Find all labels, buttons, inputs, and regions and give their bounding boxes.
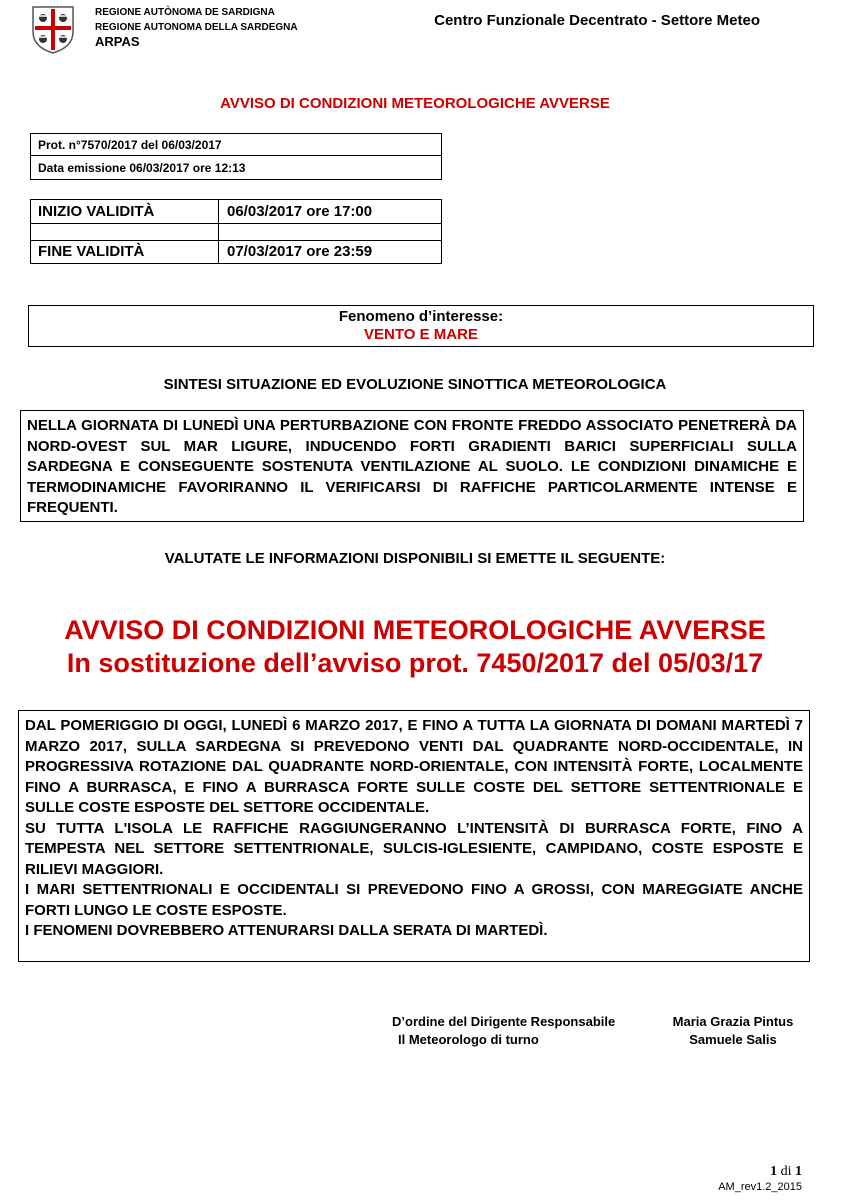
protocol-number: Prot. n°7570/2017 del 06/03/2017 <box>31 134 441 156</box>
validity-end-row <box>31 241 441 263</box>
org-name-italian: REGIONE AUTONOMA DELLA SARDEGNA <box>95 22 298 33</box>
warning-replacement-note: In sostituzione dell’avviso prot. 7450/2017 del 05/03/17 <box>66 648 764 678</box>
synthesis-text: NELLA GIORNATA DI LUNEDÌ UNA PERTURBAZIONE CON FRONTE FREDDO ASSOCIATO PENETRERÀ DA NORD-OVEST SUL MAR LIGURE, INDUCENDO FORTI GRADIENTI BARICI SUPERFICIALI SULLA SARDEGNA E CONSEGUENTE SOSTENUTA VENTILAZIONE AL SUOLO. LE CONDIZIONI DINAMICHE E TERMODINAMICHE FAVORIRANNO IL VERIFICARSI DI RAFFICHE PARTICOLARMENTE INTENSE E FREQUENTI. <box>27 417 797 516</box>
warning-paragraph: I MARI SETTENTRIONALI E OCCIDENTALI SI PREVEDONO FINO A GROSSI, CON MAREGGIATE ANCHE FORTI LUNGO LE COSTE ESPOSTE. <box>25 881 803 919</box>
phenomenon-box <box>28 305 814 347</box>
validity-start-value: 06/03/2017 ore 17:00 <box>227 203 373 220</box>
validity-table <box>30 199 442 264</box>
revision-code: AM_rev1.2_2015 <box>718 1181 802 1193</box>
center-name: Centro Funzionale Decentrato - Settore Meteo <box>434 12 760 29</box>
signature-name-director: Maria Grazia Pintus <box>672 1014 794 1029</box>
document-title: AVVISO DI CONDIZIONI METEOROLOGICHE AVVERSE <box>220 95 610 112</box>
warning-box <box>18 710 810 962</box>
phenomenon-label: Fenomeno d’interesse: <box>338 308 504 325</box>
evaluation-statement: VALUTATE LE INFORMAZIONI DISPONIBILI SI EMETTE IL SEGUENTE: <box>164 550 666 567</box>
org-name-sardinian: REGIONE AUTÒNOMA DE SARDIGNA <box>95 7 275 18</box>
signature-role-meteorologist: Il Meteorologo di turno <box>398 1032 539 1047</box>
signature-roles <box>392 1013 615 1049</box>
page-separator: di <box>777 1164 795 1179</box>
emission-date: Data emissione 06/03/2017 ore 12:13 <box>38 161 246 175</box>
protocol-box <box>30 133 442 180</box>
page-number <box>600 1164 802 1180</box>
page-total: 1 <box>795 1164 802 1179</box>
sardinia-crest-icon <box>30 4 76 54</box>
warning-title-line1: AVVISO DI CONDIZIONI METEOROLOGICHE AVVERSE <box>64 615 766 645</box>
warning-title <box>0 614 830 680</box>
signature-name-meteorologist: Samuele Salis <box>689 1032 777 1047</box>
validity-spacer-row <box>31 224 441 241</box>
warning-paragraph: DAL POMERIGGIO DI OGGI, LUNEDÌ 6 MARZO 2017, E FINO A TUTTA LA GIORNATA DI DOMANI MARTEDÌ 7 MARZO 2017, SULLA SARDEGNA SI PREVEDONO VENTI DAL QUADRANTE NORD-OCCIDENTALE, IN PROGRESSIVA ROTAZIONE DAL QUADRANTE NORD-ORIENTALE, CON INTENSITÀ FORTE, LOCALMENTE FINO A BURRASCA, E FINO A BURRASCA FORTE SULLE COSTE DEL SETTORE SETTENTRIONALE E SULLE COSTE ESPOSTE DEL SETTORE OCCIDENTALE. <box>25 717 803 816</box>
warning-paragraph: SU TUTTA L'ISOLA LE RAFFICHE RAGGIUNGERANNO L’INTENSITÀ DI BURRASCA FORTE, FINO A TEMPESTA NEL SETTORE SETTENTRIONALE, SULCIS-IGLESIENTE, CAMPIDANO, COSTE ESPOSTE E RILIEVI MAGGIORI. <box>25 819 803 878</box>
org-acronym: ARPAS <box>95 34 140 49</box>
signature-role-director: D’ordine del Dirigente Responsabile <box>392 1014 616 1029</box>
warning-paragraph: I FENOMENI DOVREBBERO ATTENURARSI DALLA SERATA DI MARTEDÌ. <box>25 922 548 939</box>
phenomenon-value: VENTO E MARE <box>364 326 478 343</box>
validity-end-label: FINE VALIDITÀ <box>38 243 145 260</box>
validity-start-label: INIZIO VALIDITÀ <box>38 203 155 220</box>
validity-start-row <box>31 200 441 224</box>
synthesis-title: SINTESI SITUAZIONE ED EVOLUZIONE SINOTTICA METEOROLOGICA <box>163 376 667 393</box>
synthesis-box <box>20 410 804 522</box>
validity-end-value: 07/03/2017 ore 23:59 <box>227 243 373 260</box>
page-current: 1 <box>770 1164 778 1179</box>
signature-names <box>664 1013 802 1049</box>
